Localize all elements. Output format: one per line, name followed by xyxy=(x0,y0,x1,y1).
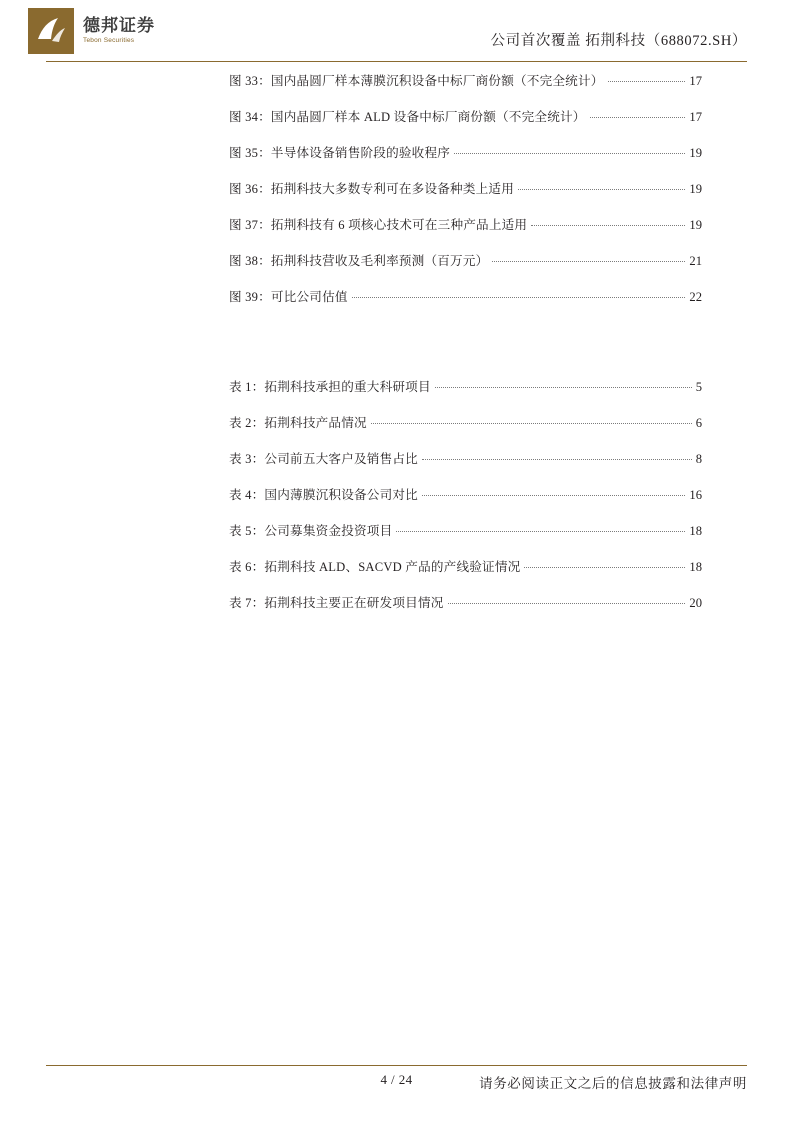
toc-leader xyxy=(531,225,685,226)
toc-entry[interactable] xyxy=(46,376,747,395)
toc-entry[interactable] xyxy=(46,70,747,89)
toc-leader xyxy=(435,387,692,388)
toc-entry[interactable] xyxy=(46,106,747,125)
toc-entry[interactable] xyxy=(46,250,747,269)
toc-entry-page: 18 xyxy=(689,560,702,574)
toc-entry-page: 18 xyxy=(689,524,702,538)
header-divider xyxy=(46,61,747,62)
toc-entry[interactable] xyxy=(46,556,747,575)
toc-entry[interactable] xyxy=(46,142,747,161)
toc-entry-label: 表 6：拓荆科技 ALD、SACVD 产品的产线验证情况 xyxy=(229,560,521,574)
toc-entry-page: 22 xyxy=(689,290,702,304)
toc-entry-label: 图 36：拓荆科技大多数专利可在多设备种类上适用 xyxy=(229,182,515,196)
tebon-logo-icon xyxy=(28,8,74,54)
toc-figures-list xyxy=(46,70,747,305)
toc-leader xyxy=(454,153,685,154)
toc-entry[interactable] xyxy=(46,286,747,305)
toc-entry-label: 图 35：半导体设备销售阶段的验收程序 xyxy=(229,146,451,160)
toc-leader xyxy=(371,423,692,424)
toc-entry[interactable] xyxy=(46,592,747,611)
toc-leader xyxy=(590,117,686,118)
brand-name-cn: 德邦证券 xyxy=(83,16,155,36)
toc-leader xyxy=(352,297,686,298)
page-footer xyxy=(46,1070,747,1098)
toc-entry-label: 图 34：国内晶圆厂样本 ALD 设备中标厂商份额（不完全统计） xyxy=(229,110,586,124)
toc-entry-label: 图 33：国内晶圆厂样本薄膜沉积设备中标厂商份额（不完全统计） xyxy=(229,74,604,88)
footer-disclaimer: 请务必阅读正文之后的信息披露和法律声明 xyxy=(479,1076,747,1091)
toc-entry-page: 5 xyxy=(695,380,702,394)
brand-logo xyxy=(0,0,180,62)
toc-entry[interactable] xyxy=(46,520,747,539)
brand-name-en: Tebon Securities xyxy=(83,37,135,45)
toc-leader xyxy=(422,459,692,460)
toc-entry-page: 17 xyxy=(689,74,702,88)
toc-entry-page: 21 xyxy=(689,254,702,268)
toc-entry-page: 19 xyxy=(689,218,702,232)
toc-leader xyxy=(422,495,685,496)
toc-entry-label: 表 7：拓荆科技主要正在研发项目情况 xyxy=(229,596,444,610)
page-header xyxy=(0,0,793,62)
toc-entry[interactable] xyxy=(46,484,747,503)
toc-entry-label: 图 39：可比公司估值 xyxy=(229,290,348,304)
toc-entry[interactable] xyxy=(46,178,747,197)
toc-entry-page: 17 xyxy=(689,110,702,124)
toc-entry-label: 表 1：拓荆科技承担的重大科研项目 xyxy=(229,380,431,394)
toc-entry-page: 16 xyxy=(689,488,702,502)
toc-entry-label: 图 37：拓荆科技有 6 项核心技术可在三种产品上适用 xyxy=(229,218,528,232)
toc-entry[interactable] xyxy=(46,448,747,467)
toc-entry-label: 表 5：公司募集资金投资项目 xyxy=(229,524,393,538)
toc-entry-label: 表 4：国内薄膜沉积设备公司对比 xyxy=(229,488,418,502)
toc-entry[interactable] xyxy=(46,214,747,233)
toc-entry-label: 图 38：拓荆科技营收及毛利率预测（百万元） xyxy=(229,254,489,268)
toc-tables-list xyxy=(46,376,747,611)
toc-entry-page: 19 xyxy=(689,146,702,160)
toc-entry-page: 8 xyxy=(695,452,702,466)
toc-leader xyxy=(608,81,686,82)
toc-entry-page: 19 xyxy=(689,182,702,196)
toc-leader xyxy=(396,531,685,532)
toc-entry[interactable] xyxy=(46,412,747,431)
header-title: 公司首次覆盖 拓荆科技（688072.SH） xyxy=(490,33,747,49)
toc-leader xyxy=(524,567,685,568)
toc-entry-page: 6 xyxy=(695,416,702,430)
table-of-contents xyxy=(46,70,747,628)
toc-leader xyxy=(448,603,686,604)
toc-leader xyxy=(518,189,685,190)
toc-entry-label: 表 3：公司前五大客户及销售占比 xyxy=(229,452,418,466)
toc-entry-label: 表 2：拓荆科技产品情况 xyxy=(229,416,367,430)
footer-divider xyxy=(46,1065,747,1066)
brand-wordmark xyxy=(83,17,155,45)
toc-section-gap xyxy=(46,322,747,376)
toc-leader xyxy=(492,261,685,262)
page-number: 4 / 24 xyxy=(380,1072,413,1087)
toc-entry-page: 20 xyxy=(689,596,702,610)
